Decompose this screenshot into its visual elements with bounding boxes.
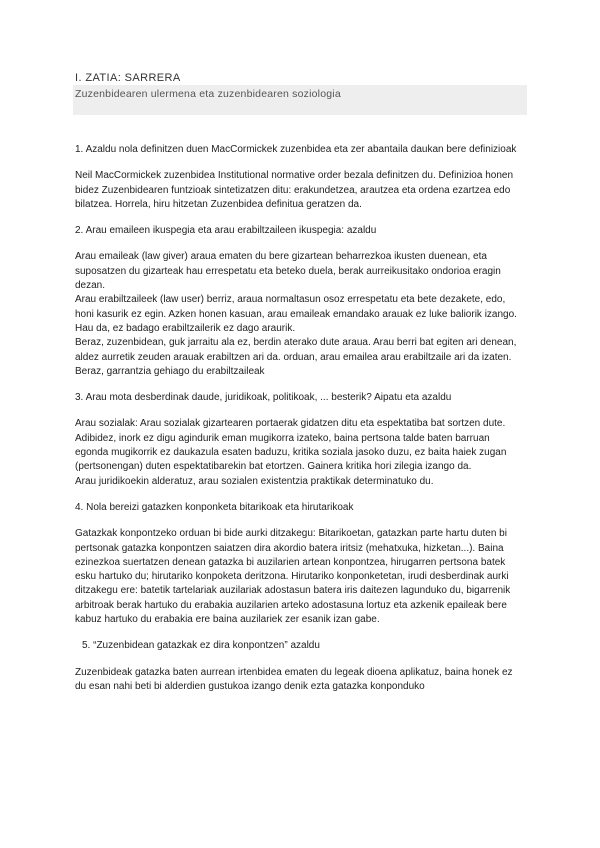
question-2: 2. Arau emaileen ikuspegia eta arau erabiltzaileen ikuspegia: azaldu [75,225,377,237]
question-1: 1. Azaldu nola definitzen duen MacCormickek zuzenbidea eta zer abantaila daukan bere definizioak [75,144,517,155]
answer-4-paragraph-1: Gatazkak konpontzeko orduan bi bide aurki ditzakegu: Bitarikoetan, gatazkan parte hartu duten bi pertsonak gatazka konpontzen saiatzen dira akordio batera iritsiz (mehatxuka, hizketan...). Baina ezinezkoa suertatzen denean gatazka bi auzilarien artean konpontzea, hirugarren pertsona batek esku hartuko du; hirutariko konpoketa deritzona. Hirutariko konponketetan, irudi desberdinak aurki ditzakegu ere: batetik tartelariak auzilariak adostasun batera iris daitezen lagunduko du, bigarrenik arbitroak berak hartuko du erabakia auzilarien arteko adostasuna lortuz eta azkenik epaileak bere kabuz hartuko du erabakia ere baina auzilariek zer esanik izan gabe. [75,528,511,626]
answer-5-paragraph-1: Zuzenbideak gatazka baten aurrean irtenbidea ematen du legeak dioena aplikatuz, baina honek ez du esan nahi beti bi alderdien gustukoa izango denik ezta gatazka konponduko [75,666,513,692]
answer-1-paragraph-1: Neil MacCormickek zuzenbidea Institutional normative order bezala definitzen du. Definizioa honen bidez Zuzenbidearen funtzioak sintetizatzen ditu: erakundetzea, arautzea eta ordena ezartzea edo bilatzea. Horrela, hiru hitzetan Zuzenbidea definitua geratzen da. [75,170,514,210]
document-body [75,143,523,694]
question-3: 3. Arau mota desberdinak daude, juridikoak, politikoak, ... besterik? Aipatu eta azaldu [75,392,452,404]
subtitle-banner [73,85,527,115]
question-5: 5. “Zuzenbidean gatazkak ez dira konpontzen” azaldu [82,640,320,652]
section-2 [75,224,523,379]
question-4: 4. Nola bereizi gatazken konponketa bitarikoak eta hirutarikoak [75,501,354,513]
answer-3-paragraph-2: Arau juridikoekin alderatuz, arau sozialen existentzia praktikak determinatuko du. [75,475,434,487]
answer-2-paragraph-3: Beraz, zuzenbidean, guk jarraitu ala ez, berdin aterako dute araua. Arau berri bat egiten ari denean, aldez aurretik zeuden arauak erabiltzen ari da. orduan, arau emailea arau erabiltzaile ari da izaten. Beraz, garrantzia gehiago du erabiltzaileak [75,337,517,377]
answer-2-paragraph-1: Arau emaileak (law giver) araua ematen du bere gizartean beharrezkoa ikusten duenean, eta suposatzen du gizarteak hau errespetatu eta beteko duela, berak aurreikusitako ondorioa eragin dezan. [75,251,501,292]
section-1 [75,143,523,212]
section-3 [75,391,523,489]
answer-3-paragraph-1: Arau sozialak: Arau sozialak gizartearen portaerak gidatzen ditu eta espektatiba bat sortzen dute. Adibidez, inork ez digu agindurik eman mugikorra izateko, baina pertsona talde baten barruan egonda mugikorrik ez daukazula esaten baduzu, kritika soziala jasoko duzu, ez baita haiek zugan (pertsonengan) duten espektatibarekin bat etortzen. Gainera kritika hori zilegia izango da. [75,418,507,473]
section-5 [75,639,523,694]
answer-2-paragraph-2: Arau erabiltzaileek (law user) berriz, araua normaltasun osoz errespetatu eta bete dezakete, edo, honi kasurik ez egin. Azken honen kasuan, arau emaileak emandako arauak ez luke baliorik izango. Hau da, ez badago erabiltzailerik ez dago araurik. [75,294,517,334]
subtitle-text: Zuzenbidearen ulermena eta zuzenbidearen soziologia [75,88,341,100]
part-title: I. ZATIA: SARRERA [75,72,181,84]
section-4 [75,501,523,627]
